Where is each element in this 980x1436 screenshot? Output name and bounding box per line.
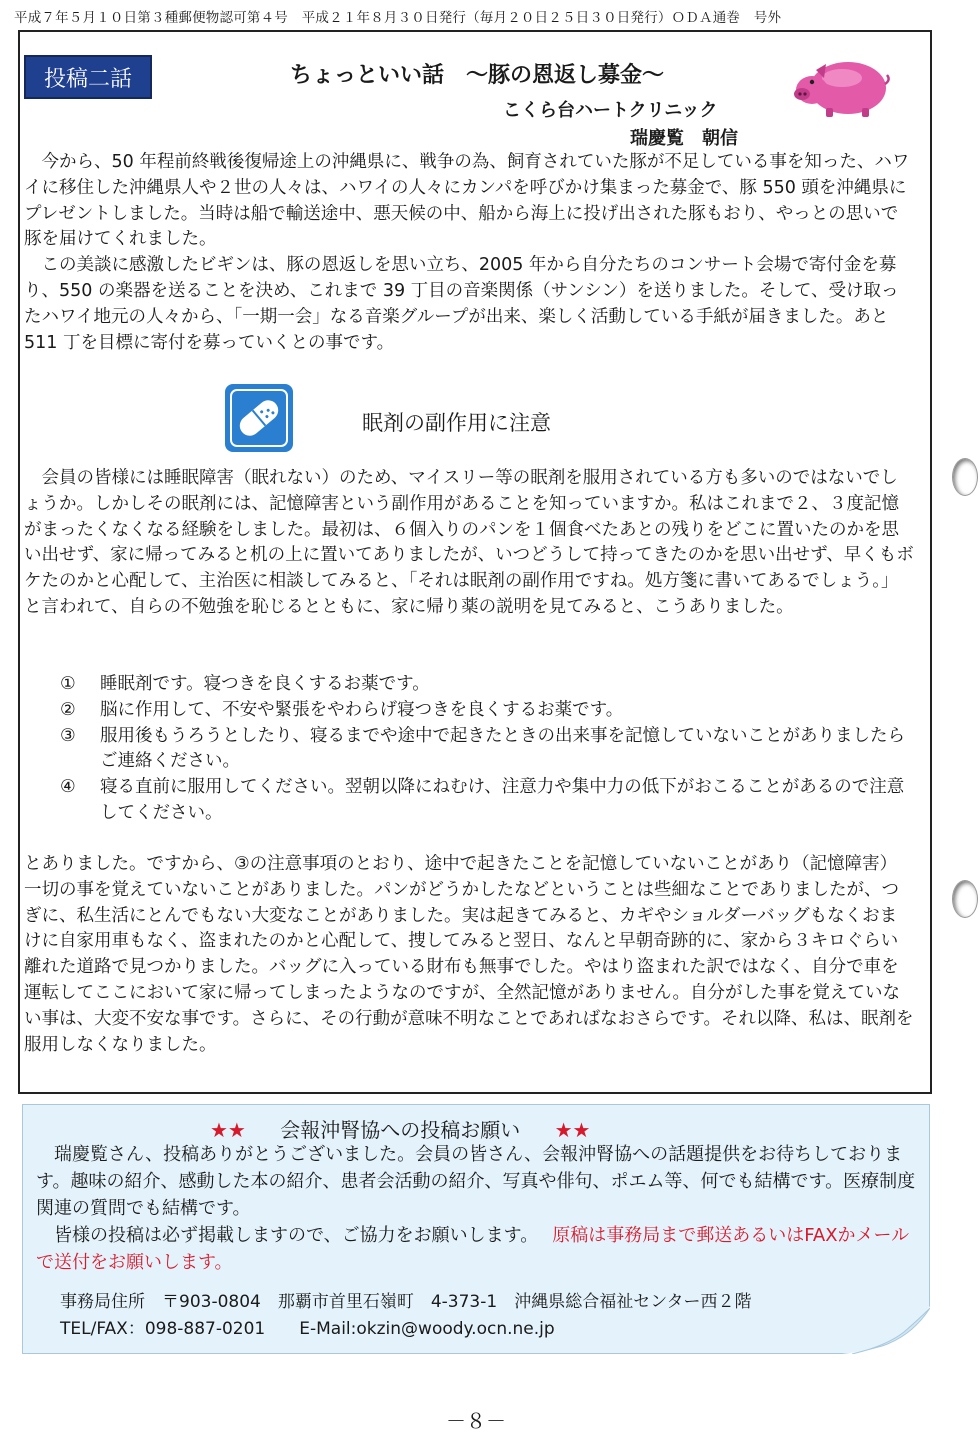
article2-paragraph-2: とありました。ですから、③の注意事項のとおり、途中で起きたことを記憶していないことがあり（記憶障害）一切の事を覚えていないことがありました。パンがどうかしたなどということは些細なことでありましたが、つぎに、私生活にとんでもない大変なことがありました。実は起きてみると、カギやショルダーバッグもなくおまけに自家用車もなく、盗まれたのかと心配して、捜してみると翌日、なんと早朝奇跡的に、家から３キロぐらい離れた道路で見つかりました。バッグに入っている財布も無事でした。やはり盗まれた訳ではなく、自分で車を運転してここにおいて家に帰ってしまったようなのですが、全然記憶がありません。自分がした事を覚えていない事は、大変不安な事です。さらに、その行動が意味不明なことであればなおさらです。それ以降、私は、眠剤を服用しなくなりました。 bbox=[24, 854, 914, 1055]
page-curl-decoration bbox=[842, 1306, 930, 1354]
list-item: ③ 服用後もうろうとしたり、寝るまでや途中で起きたときの出来事を記憶していないことがありましたらご連絡ください。 bbox=[60, 725, 905, 772]
article2-paragraph-1: 会員の皆様には睡眠障害（眠れない）のため、マイスリー等の眠剤を服用されている方も多いのではないでしょうか。しかしその眠剤には、記憶障害という副作用があることを知っていますか。私はこれまで２、３度記憶がまったくなくなる経験をしました。最初は、６個入りのパンを１個食べたあとの残りをどこに置いたのかを思い出せず、家に帰ってみると机の上に置いてありましたが、いつどうして持ってきたのかを思い出せず、早くもボケたのかと心配して、主治医に相談してみると、「それは眠剤の副作用ですね。処方箋に書いてあるでしょう。」と言われて、自らの不勉強を恥じるとともに、家に帰り薬の説明を見てみると、こうありました。 bbox=[24, 468, 914, 617]
article2-intro bbox=[24, 466, 914, 621]
binder-hole bbox=[952, 458, 978, 496]
article1-org: こくら台ハートクリニック bbox=[503, 100, 718, 121]
notice-body bbox=[36, 1141, 916, 1276]
star-icon: ★★ bbox=[210, 1118, 246, 1142]
article1-paragraph-2: この美談に感激したビギンは、豚の恩返しを思い立ち、2005 年から自分たちのコンサート会場で寄付金を募り、550 の楽器を送ることを決め、これまで 39 丁目の音楽関係（サンシン）を送りました。そして、受け取ったハワイ地元の人々から、「一期一会」なる音楽グループが出来、楽しく活動している手紙が届きました。あと 511 丁を目標に寄付を募っていくとの事です。 bbox=[24, 255, 899, 353]
star-icon: ★★ bbox=[554, 1118, 591, 1142]
article1-paragraph-1: 今から、50 年程前終戦後復帰途上の沖縄県に、戦争の為、飼育されていた豚が不足している事を知った、ハワイに移住した沖縄県人や２世の人々は、ハワイの人々にカンパを呼びかけ集まった募金で、豚 550 頭を沖縄県にプレゼントしました。当時は船で輸送途中、悪天候の中、船から海上に投げ出された豚もおり、やっとの思いで豚を届けてくれました。 bbox=[24, 152, 910, 250]
article2-conclusion bbox=[24, 852, 914, 1058]
article1-body bbox=[24, 150, 914, 356]
notice-text-2: 皆様の投稿は必ず掲載しますので、ご協力をお願いします。 bbox=[36, 1225, 539, 1246]
list-item: ② 脳に作用して、不安や緊張をやわらげ寝つきを良くするお薬です。 bbox=[60, 699, 624, 720]
office-address: 事務局住所 〒903-0804 那覇市首里石嶺町 4-373-1 沖縄県総合福祉センター西２階 bbox=[60, 1292, 752, 1312]
article2-title: 眠剤の副作用に注意 bbox=[362, 411, 551, 435]
article1-author: 瑞慶覧 朝信 bbox=[630, 128, 738, 149]
binder-hole bbox=[952, 880, 978, 918]
pig-icon bbox=[790, 48, 890, 118]
pill-icon bbox=[225, 384, 293, 452]
list-item: ④ 寝る直前に服用してください。翌朝以降にねむけ、注意力や集中力の低下がおこることがあるので注意してください。 bbox=[60, 777, 905, 823]
notice-text-1: 瑞慶覧さん、投稿ありがとうございました。会員の皆さん、会報沖腎協への話題提供をお待ちしております。趣味の紹介、感動した本の紹介、患者会活動の紹介、写真や俳句、ポエム等、何でも結構です。医療制度関連の質問でも結構です。 bbox=[36, 1144, 916, 1219]
article1-title: ちょっといい話 ～豚の恩返し募金～ bbox=[290, 63, 665, 88]
side-effect-list bbox=[60, 672, 920, 827]
publication-header: 平成７年５月１０日第３種郵便物認可第４号 平成２１年８月３０日発行（毎月２０日２５日３０日発行）ＯＤＡ通巻 号外 bbox=[14, 10, 782, 26]
list-item: ① 睡眠剤です。寝つきを良くするお薬です。 bbox=[60, 674, 430, 694]
section-tag: 投稿二話 bbox=[24, 55, 152, 99]
notice-text-red: 原稿は事務局まで郵送あるいはFAXかメールで送付をお願いします。 bbox=[36, 1225, 910, 1273]
notice-title: ★★ 会報沖腎協への投稿お願い ★★ bbox=[210, 1118, 591, 1142]
page-number: －８－ bbox=[446, 1409, 506, 1433]
office-contact[interactable]: TEL/FAX：098-887-0201 E-Mail:okzin@woody.ocn.ne.jp bbox=[60, 1319, 555, 1339]
